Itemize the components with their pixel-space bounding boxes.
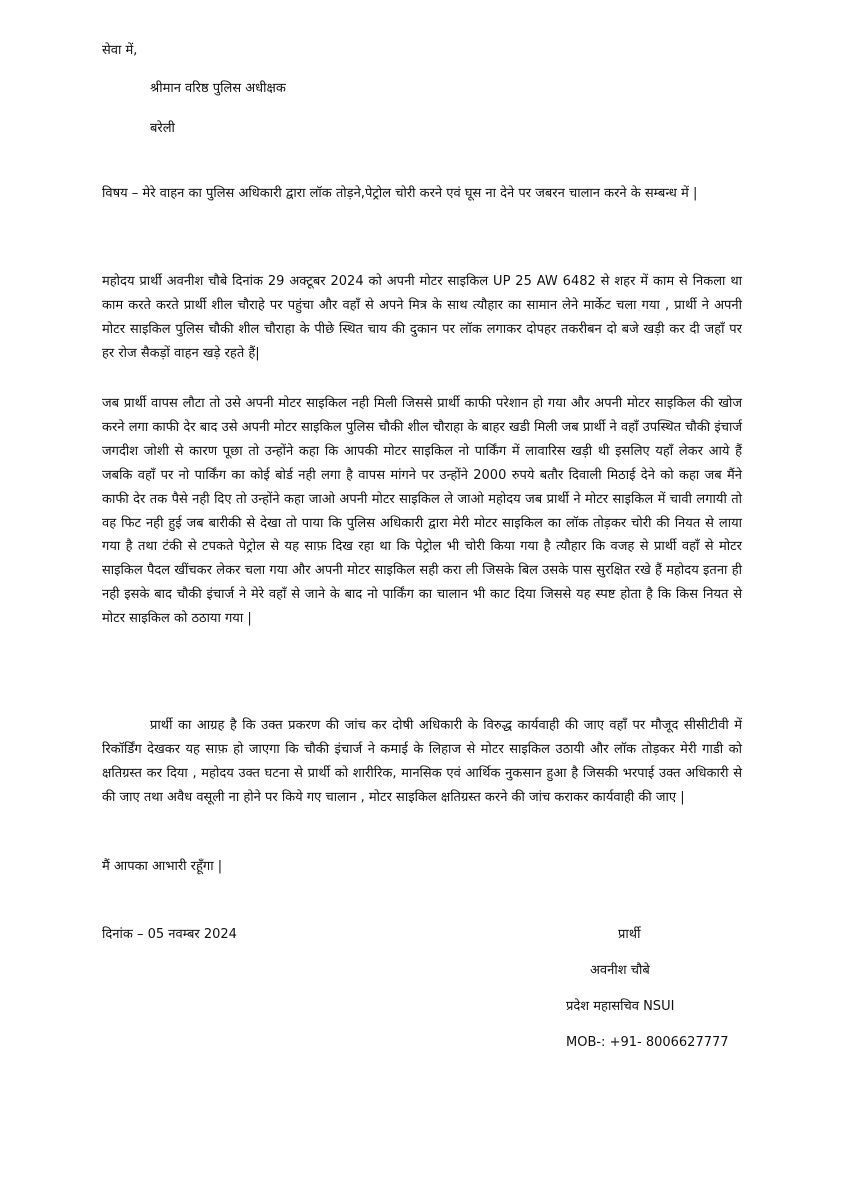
paragraph-2: जब प्रार्थी वापस लौटा तो उसे अपनी मोटर साइकिल नही मिली जिससे प्रार्थी काफी परेशान हो गया और अपनी मोटर साइकिल की खोज करने लगा काफी देर बाद उसे अपनी मोटर साइकिल पुलिस चौकी शील चौराहा के बाहर खडी मिली जब प्रार्थी ने वहाँ उपस्थित चौकी इंचार्ज जगदीश जोशी से कारण पूछा तो उन्होंने कहा कि आपकी मोटर साइकिल नो पार्किंग में लावारिस खड़ी थी इसलिए यहाँ लेकर आये हैं जबकि वहाँ पर नो पार्किंग का कोई बोर्ड नही लगा है वापस मांगने पर उन्होंने 2000 रुपये बतौर दिवाली मिठाई देने को कहा जब मैंने काफी देर तक पैसे नही दिए तो उन्होंने कहा जाओ अपनी मोटर साइकिल ले जाओ महोदय जब प्रार्थी ने मोटर साइकिल में चावी लगायी तो वह फिट नही हुई जब बारीकी से देखा तो पाया कि पुलिस अधिकारी द्वारा मेरी मोटर साइकिल का लॉक तोड़कर चोरी की नियत से लाया गया है तथा टंकी से टपकते पेट्रोल से यह साफ़ दिख रहा था कि पेट्रोल भी चोरी किया गया है त्यौहार कि वजह से प्रार्थी वहाँ से मोटर साइकिल पैदल खींचकर लेकर चला गया और अपनी मोटर साइकिल सही करा ली जिसके बिल उसके पास सुरक्षित रखे हैं महोदय इतना ही नही इसके बाद चौकी इंचार्ज ने मेरे वहाँ से जाने के बाद नो पार्किंग का चालान भी काट दिया जिससे यह स्पष्ट होता है कि किस नियत से मोटर साइकिल को ठठाया गया | — [102, 396, 742, 627]
signature-designation: प्रदेश महासचिव NSUI — [566, 999, 675, 1014]
closing-line: मैं आपका आभारी रहूँगा | — [102, 859, 223, 874]
recipient-title: श्रीमान वरिष्ठ पुलिस अधीक्षक — [150, 81, 286, 96]
salutation: सेवा में, — [102, 43, 138, 58]
signature-role: प्रार्थी — [618, 927, 641, 942]
paragraph-3: प्रार्थी का आग्रह है कि उक्त प्रकरण की जांच कर दोषी अधिकारी के विरुद्ध कार्यवाही की जाए वहाँ पर मौजूद सीसीटीवी में रिकॉर्डिंग देखकर यह साफ़ हो जाएगा कि चौकी इंचार्ज ने कमाई के लिहाज से मोटर साइकिल उठायी और लॉक तोड़कर मेरी गाडी को क्षतिग्रस्त कर दिया , महोदय उक्त घटना से प्रार्थी को शारीरिक, मानसिक एवं आर्थिक नुकसान हुआ है जिसकी भरपाई उक्त अधिकारी से की जाए तथा अवैध वसूली ना होने पर किये गए चालान , मोटर साइकिल क्षतिग्रस्त करने की जांच कराकर कार्यवाही की जाए | — [102, 718, 742, 805]
recipient-city: बरेली — [150, 121, 175, 136]
signature-mobile: MOB-: +91- 8006627777 — [566, 1035, 729, 1050]
signature-name: अवनीश चौबे — [590, 963, 650, 978]
subject-line: विषय – मेरे वाहन का पुलिस अधिकारी द्वारा लॉक तोड़ने,पेट्रोल चोरी करने एवं घूस ना देने पर जबरन चालान करने के सम्बन्ध में | — [102, 186, 698, 201]
letter-date: दिनांक – 05 नवम्बर 2024 — [102, 927, 237, 942]
paragraph-1: महोदय प्रार्थी अवनीश चौबे दिनांक 29 अक्टूबर 2024 को अपनी मोटर साइकिल UP 25 AW 6482 से शहर में काम से निकला था काम करते करते प्रार्थी शील चौराहे पर पहुंचा और वहाँ से अपने मित्र के साथ त्यौहार का सामान लेने मार्केट चला गया , प्रार्थी ने अपनी मोटर साइकिल पुलिस चौकी शील चौराहा के पीछे स्थित चाय की दुकान पर लॉक लगाकर दोपहर तकरीबन दो बजे खड़ी कर दी जहाँ पर हर रोज सैकड़ों वाहन खड़े रहते हैं| — [102, 274, 742, 361]
